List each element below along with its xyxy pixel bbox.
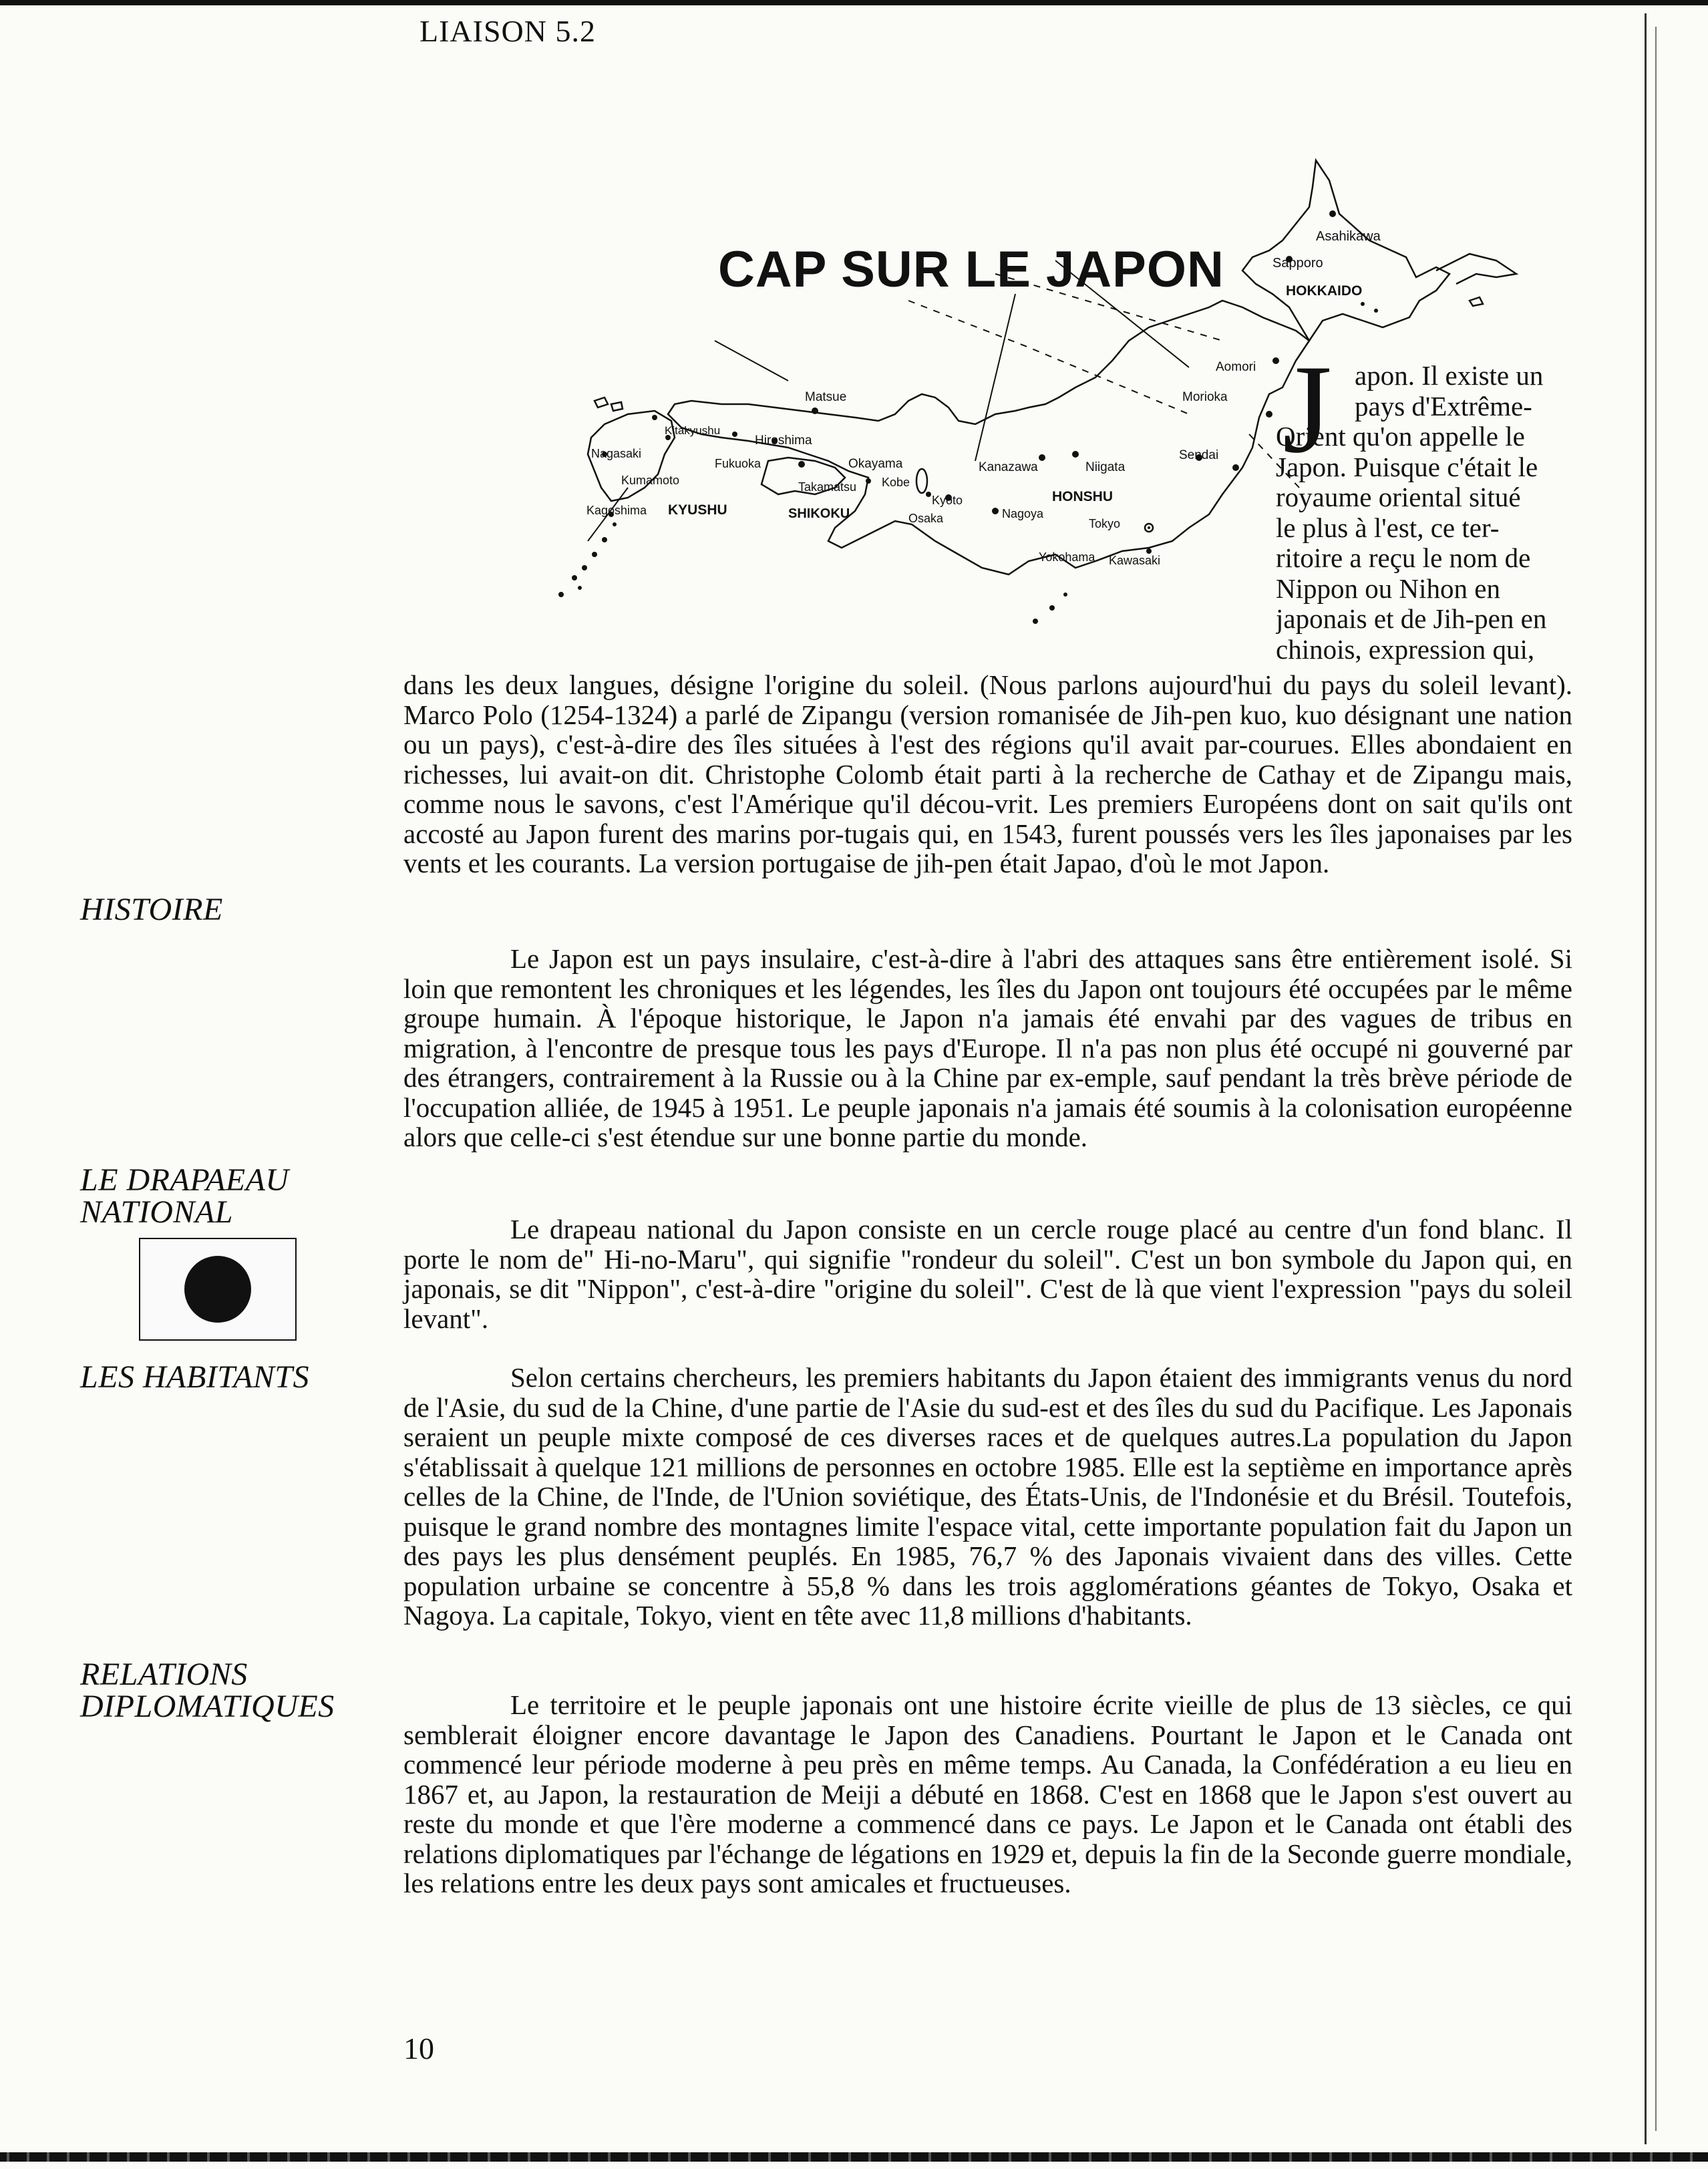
intro-line: Orient qu'on appelle le (1276, 422, 1525, 452)
map-label-kawasaki: Kawasaki (1109, 554, 1161, 567)
section-histoire-text: Le Japon est un pays insulaire, c'est-à-dire à l'abri des attaques sans être entièrement isolé. Si loin que remontent les chroniques et les légendes, les îles du Japon ont toujours été occupées par le même groupe humain. À l'époque historique, le Japon n'a jamais été envahi par des vagues de tribus en migration, à l'encontre de presque tous les pays d'Europe. Il n'a pas non plus été occupé ni gouverné par des étrangers, contrairement à la Russie ou à la Chine par ex-emple, sauf pendant la très brève période de l'occupation alliée, de 1945 à 1951. Le peuple japonais n'a jamais été soumis à la colonisation européenne alors que celle-ci s'est étendue sur une bonne partie du monde. (403, 943, 1572, 1152)
map-label-niigata: Niigata (1085, 460, 1126, 474)
intro-continuation (403, 670, 1572, 878)
intro-line: japonais et de Jih-pen en (1276, 604, 1547, 634)
intro-continuation-text: dans les deux langues, désigne l'origine du soleil. (Nous parlons aujourd'hui du pays du soleil levant). Marco Polo (1254-1324) a parlé de Zipangu (version romanisée de Jih-pen kuo, kuo désignant une nation ou un pays), c'est-à-dire des îles situées à l'est des régions qu'il avait par-courues. Elles abondaient en richesses, lui avait-on dit. Christophe Colomb était parti à la recherche de Cathay et de Zipangu mais, comme nous le savons, c'est l'Amérique qu'il décou-vrit. Les premiers Européens dont on sait qu'ils ont accosté au Japon furent des marins por-tugais qui, en 1543, furent poussés vers les îles japonaises par les vents et les courants. La version portugaise de jih-pen était Japao, d'où le mot Japon. (403, 669, 1572, 878)
map-label-shikoku: SHIKOKU (788, 506, 850, 521)
running-header: LIAISON 5.2 (419, 14, 596, 48)
map-label-sapporo: Sapporo (1272, 256, 1323, 271)
map-label-nagasaki: Nagasaki (591, 447, 642, 460)
section-heading-drapeau (80, 1164, 289, 1228)
map-label-yokohama: Yokohama (1039, 550, 1095, 564)
right-border-inner (1655, 27, 1657, 2131)
section-habitants (403, 1363, 1572, 1631)
section-habitants-text: Selon certains chercheurs, les premiers habitants du Japon étaient des immigrants venus du nord de l'Asie, du sud de la Chine, d'une partie de l'Asie du sud-est et des îles du sud du Pacifique. Les Japonais seraient un peuple mixte composé de ces diverses races et de quelques autres.La population du Japon s'établissait à quelque 121 millions de personnes en octobre 1985. Elle est la septième en importance après celles de la Chine, de l'Inde, de l'Union soviétique, des États-Unis, de l'Indonésie et du Brésil. Toutefois, puisque le grand nombre des montagnes limite l'espace vital, cette importante population fait du Japon un des pays les plus densément peuplés. En 1985, 76,7 % des Japonais vivaient dans des villes. Cette population urbaine se concentre à 55,8 % dans les trois agglomérations géantes de Tokyo, Osaka et Nagoya. La capitale, Tokyo, vient en tête avec 11,8 millions d'habitants. (403, 1362, 1572, 1631)
section-drapeau (403, 1214, 1572, 1333)
map-label-kyushu: KYUSHU (668, 502, 727, 518)
map-label-kyoto: Kyoto (932, 494, 963, 507)
bottom-border (0, 2152, 1708, 2162)
map-label-tokyo: Tokyo (1089, 517, 1121, 530)
map-label-morioka: Morioka (1182, 390, 1228, 404)
map-label-aomori: Aomori (1216, 360, 1256, 374)
map-label-kitakyushu: Kitakyushu (665, 424, 721, 437)
map-label-matsue: Matsue (805, 390, 847, 404)
intro-line: ritoire a reçu le nom de (1276, 543, 1531, 573)
right-border (1645, 13, 1647, 2144)
map-label-nagoya: Nagoya (1002, 507, 1044, 520)
top-border (0, 0, 1708, 5)
intro-line: Nippon ou Nihon en (1276, 573, 1500, 604)
flag-disc (184, 1256, 251, 1323)
intro-line: Japon. Puisque c'était le (1276, 452, 1538, 482)
section-relations-text: Le territoire et le peuple japonais ont une histoire écrite vieille de plus de 13 siècles, ce qui semblerait éloigner encore davantage le Japon des Canadiens. Pourtant le Japon et le Canada ont commencé leur période moderne à peu près en même temps. Au Canada, la Confédération a eu lieu en 1867 et, au Japon, la restauration de Meiji a débuté en 1868. C'est en 1868 que le Japon s'est ouvert au reste du monde et que l'ère moderne a commencé dans ce pays. Le Japon et le Canada ont établi des relations diplomatiques par l'échange de légations en 1929 et, depuis la fin de la Seconde guerre mondiale, les relations entre les deux pays sont amicales et fructueuses. (403, 1689, 1572, 1898)
map-label-hiroshima: Hiroshima (755, 434, 812, 448)
intro-line: royaume oriental situé (1276, 482, 1521, 512)
section-heading-drapeau-line2: NATIONAL (80, 1194, 233, 1230)
section-histoire (403, 944, 1572, 1152)
section-heading-drapeau-line1: LE DRAPAEAU (80, 1162, 289, 1198)
map-label-osaka: Osaka (908, 512, 944, 525)
section-heading-histoire: HISTOIRE (80, 892, 223, 927)
map-label-takamatsu: Takamatsu (798, 480, 857, 494)
section-heading-habitants: LES HABITANTS (80, 1359, 309, 1395)
map-label-sendai: Sendai (1179, 448, 1219, 462)
map-label-honshu: HONSHU (1052, 489, 1114, 504)
section-heading-relations-line2: DIPLOMATIQUES (80, 1689, 335, 1724)
page-title: CAP SUR LE JAPON (718, 241, 1224, 298)
page-number: 10 (403, 2031, 434, 2065)
intro-line: apon. Il existe un (1355, 361, 1544, 391)
map-label-kanazawa: Kanazawa (979, 460, 1038, 474)
section-heading-relations (80, 1659, 335, 1723)
section-relations (403, 1690, 1572, 1898)
map-label-okayama: Okayama (848, 457, 903, 471)
intro-line: chinois, expression qui, (1276, 634, 1535, 665)
map-label-kagoshima: Kagoshima (586, 504, 647, 517)
section-drapeau-text: Le drapeau national du Japon consiste en un cercle rouge placé au centre d'un fond blanc. Il porte le nom de" Hi-no-Maru", qui signifie "rondeur du soleil". C'est un bon symbole du Japon qui, en japonais, se dit "Nippon", c'est-à-dire "origine du soleil". C'est de là que vient l'expression "pays du soleil levant". (403, 1214, 1572, 1334)
map-label-kobe: Kobe (882, 476, 910, 489)
drop-cap: J (1283, 339, 1332, 480)
map-island-dots (558, 302, 1378, 624)
intro-line: le plus à l'est, ce ter- (1276, 512, 1500, 543)
intro-column (1276, 361, 1576, 665)
intro-line: pays d'Extrême- (1355, 391, 1532, 422)
map-label-fukuoka: Fukuoka (715, 457, 761, 470)
section-heading-relations-line1: RELATIONS (80, 1657, 248, 1692)
japan-flag (139, 1238, 297, 1341)
map-label-hokkaido: HOKKAIDO (1286, 283, 1363, 299)
map-label-kumamoto: Kumamoto (621, 474, 680, 487)
map-label-asahikawa: Asahikawa (1316, 229, 1381, 244)
